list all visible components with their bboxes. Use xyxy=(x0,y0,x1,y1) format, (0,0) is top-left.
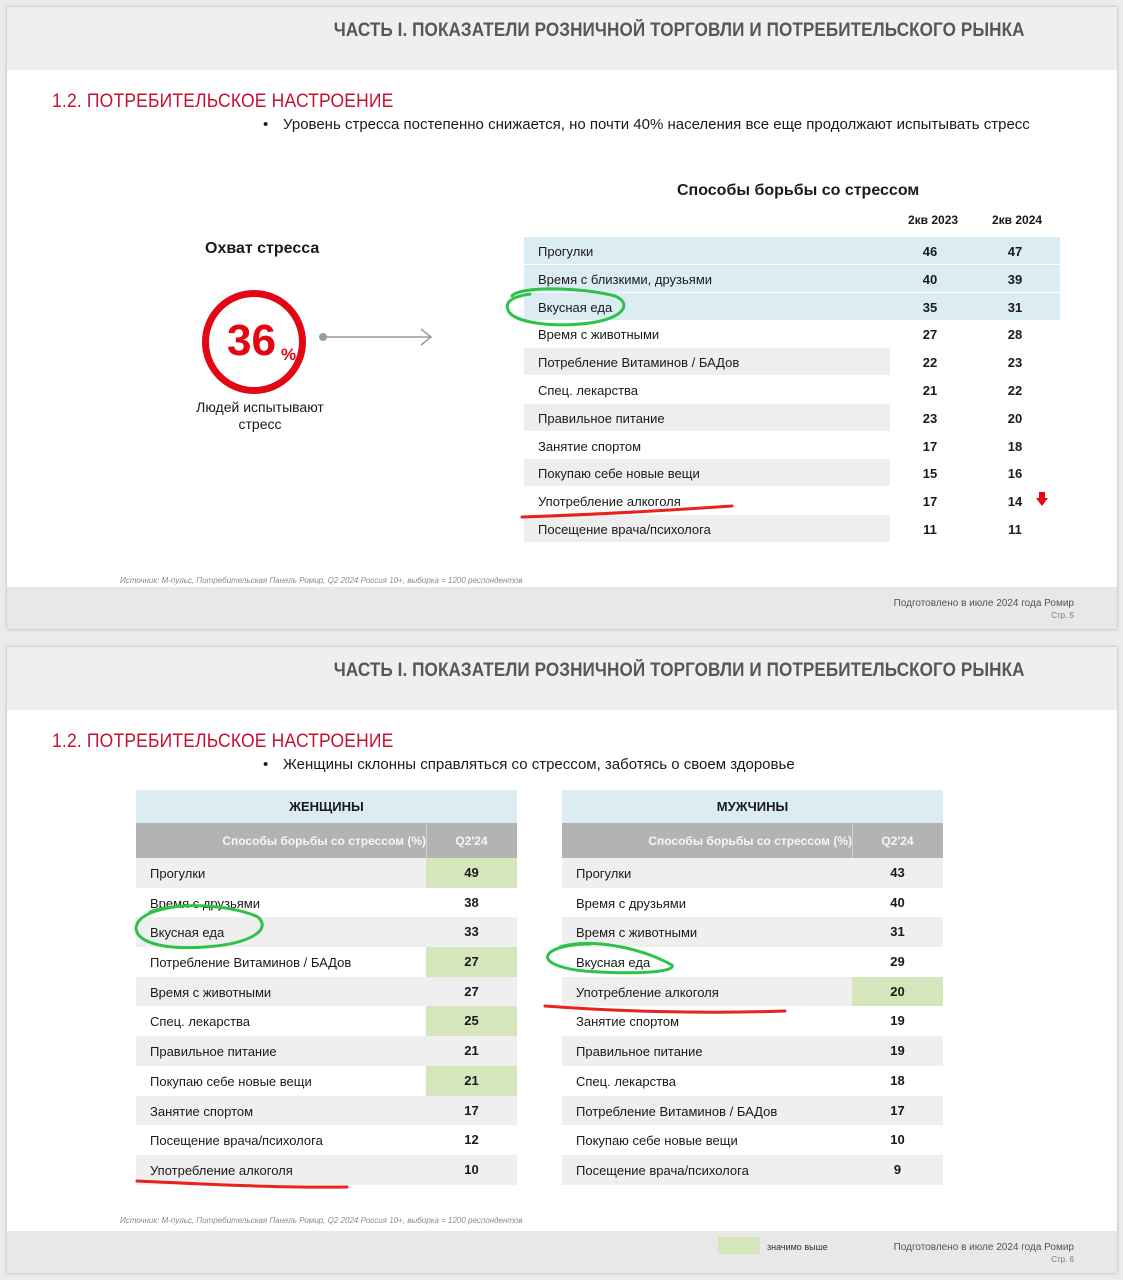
slide-page-5 xyxy=(7,7,1117,629)
table-row xyxy=(562,1006,943,1036)
stress-unit: % xyxy=(281,345,297,364)
value-2024: 20 xyxy=(1007,410,1023,426)
row-label: Употребление алкоголя xyxy=(576,984,719,1000)
table-row xyxy=(524,515,1022,542)
women-table-header xyxy=(136,823,517,858)
row-label: Прогулки xyxy=(538,244,594,259)
col-label: Способы борьбы со стрессом (%) xyxy=(648,834,852,848)
row-label: Вкусная еда xyxy=(538,299,613,315)
row-label: Употребление алкоголя xyxy=(538,494,681,510)
section-title: 1.2. ПОТРЕБИТЕЛЬСКОЕ НАСТРОЕНИЕ xyxy=(52,731,394,752)
value-2023: 21 xyxy=(922,383,938,398)
row-label: Время с друзьями xyxy=(576,895,686,911)
source-note: Источник: М-пульс, Потребительская Панель Ромир, Q2 2024 Россия 10+, выборка = 1200 респондентов xyxy=(120,576,523,585)
arrow-right-icon xyxy=(317,327,437,347)
table-row xyxy=(524,459,1023,486)
row-value: 12 xyxy=(464,1132,479,1148)
row-value: 18 xyxy=(890,1072,905,1088)
row-label: Правильное питание xyxy=(538,410,665,426)
table-row xyxy=(524,293,1060,320)
row-value: 21 xyxy=(464,1043,479,1059)
row-label: Вкусная еда xyxy=(150,925,225,941)
table-row xyxy=(524,237,1060,264)
row-label: Покупаю себе новые вещи xyxy=(150,1073,312,1089)
col-value: Q2'24 xyxy=(455,834,488,848)
legend-swatch xyxy=(718,1237,760,1254)
row-label: Правильное питание xyxy=(150,1044,277,1060)
row-label: Покупаю себе новые вещи xyxy=(576,1133,738,1149)
table-row xyxy=(562,977,943,1007)
value-2023: 35 xyxy=(922,299,938,315)
highlighted-value: 21 xyxy=(426,1066,517,1096)
value-2024: 39 xyxy=(1007,271,1023,287)
footer-credit: Подготовлено в июле 2024 года Ромир xyxy=(893,598,1074,609)
value-2023: 40 xyxy=(922,271,938,287)
row-value: 17 xyxy=(890,1102,905,1118)
table-row xyxy=(136,1125,517,1155)
slide-footer xyxy=(7,587,1117,629)
row-label: Потребление Витаминов / БАДов xyxy=(576,1103,778,1119)
table-row xyxy=(562,1155,943,1185)
row-value: 27 xyxy=(464,983,479,999)
row-value: 9 xyxy=(893,1161,902,1177)
table-row xyxy=(562,1125,943,1155)
slide-header xyxy=(7,7,1117,70)
bullet-text-content: Уровень стресса постепенно снижается, но почти 40% населения все еще продолжают испытывать стресс xyxy=(283,116,1030,133)
highlighted-value: 25 xyxy=(426,1006,517,1036)
value-2024: 22 xyxy=(1007,383,1023,398)
table-row xyxy=(136,1006,517,1036)
table-row xyxy=(562,1096,943,1126)
men-table-title: МУЖЧИНЫ xyxy=(562,790,943,823)
table-row xyxy=(136,947,517,977)
table-row xyxy=(136,1066,517,1096)
slide-page-6 xyxy=(7,647,1117,1273)
row-label: Занятие спортом xyxy=(150,1103,254,1119)
page-number: Стр. 5 xyxy=(1051,611,1074,620)
row-label: Спец. лекарства xyxy=(538,383,639,398)
col-2023-header: 2кв 2023 xyxy=(907,213,959,227)
table-row xyxy=(562,1066,943,1096)
row-value: 19 xyxy=(890,1013,905,1029)
value-2024: 47 xyxy=(1007,244,1023,259)
bullet-text-content: Женщины склонны справляться со стрессом, заботясь о своем здоровье xyxy=(283,756,795,773)
value-2023: 11 xyxy=(923,522,937,537)
row-label: Посещение врача/психолога xyxy=(576,1162,749,1178)
row-value: 33 xyxy=(464,924,479,940)
row-label: Время с животными xyxy=(150,984,272,1000)
page-number: Стр. 6 xyxy=(1051,1255,1074,1264)
row-label: Время с животными xyxy=(576,925,698,941)
row-value: 43 xyxy=(890,865,905,880)
legend-label: значимо выше xyxy=(767,1242,828,1252)
footer-text xyxy=(894,598,1074,622)
bullet-text: • Уровень стресса постепенно снижается, но почти 40% населения все еще продолжают испытывать стресс xyxy=(263,116,1030,133)
table-row xyxy=(524,265,1060,292)
down-arrow-icon xyxy=(1036,492,1048,506)
table-row xyxy=(524,404,1023,431)
slide-header xyxy=(7,647,1117,710)
row-label: Покупаю себе новые вещи xyxy=(538,466,700,482)
table-row xyxy=(524,348,1023,375)
table-row xyxy=(136,888,517,918)
value-2023: 46 xyxy=(922,244,938,259)
table-row xyxy=(136,1096,517,1126)
value-2023: 22 xyxy=(922,355,938,371)
value-2023: 17 xyxy=(922,494,938,510)
caption-line-1: Людей испытывают xyxy=(196,399,324,415)
value-2024: 23 xyxy=(1007,355,1023,371)
coverage-title: Охват стресса xyxy=(205,240,320,257)
row-label: Занятие спортом xyxy=(538,438,642,454)
highlighted-value: 20 xyxy=(852,977,943,1007)
slide-footer xyxy=(7,1231,1117,1273)
value-2024: 18 xyxy=(1007,438,1023,454)
row-value: 10 xyxy=(890,1132,905,1148)
women-table-title: ЖЕНЩИНЫ xyxy=(136,790,517,823)
table-title: Способы борьбы со стрессом xyxy=(677,182,920,199)
header-title: ЧАСТЬ I. ПОКАЗАТЕЛИ РОЗНИЧНОЙ ТОРГОВЛИ И ПОТРЕБИТЕЛЬСКОГО РЫНКА xyxy=(334,660,1025,681)
source-note: Источник: М-пульс, Потребительская Панель Ромир, Q2 2024 Россия 10+, выборка = 1200 респондентов xyxy=(120,1216,523,1225)
row-value: 10 xyxy=(464,1161,479,1177)
value-2024: 11 xyxy=(1008,522,1022,537)
table-row xyxy=(136,1036,517,1066)
value-2023: 23 xyxy=(922,410,938,426)
row-label: Посещение врача/психолога xyxy=(538,522,711,537)
row-label: Спец. лекарства xyxy=(576,1073,677,1089)
row-value: 40 xyxy=(890,894,905,910)
row-label: Время с друзьями xyxy=(150,895,260,911)
row-label: Прогулки xyxy=(150,866,206,881)
row-label: Вкусная еда xyxy=(576,955,651,971)
row-value: 29 xyxy=(890,954,905,970)
section-title: 1.2. ПОТРЕБИТЕЛЬСКОЕ НАСТРОЕНИЕ xyxy=(52,91,394,112)
row-label: Время с животными xyxy=(538,327,660,343)
stress-value: 36 xyxy=(227,316,276,365)
coverage-caption xyxy=(185,399,335,433)
row-label: Посещение врача/психолога xyxy=(150,1133,323,1149)
row-value: 31 xyxy=(890,924,905,940)
value-2024: 31 xyxy=(1007,299,1023,315)
table-row xyxy=(562,1036,943,1066)
table-row xyxy=(562,858,943,888)
table-row xyxy=(136,917,517,947)
footer-credit: Подготовлено в июле 2024 года Ромир xyxy=(893,1242,1074,1253)
row-value: 19 xyxy=(890,1043,905,1059)
col-label: Способы борьбы со стрессом (%) xyxy=(222,834,426,848)
value-2024: 28 xyxy=(1007,327,1023,343)
women-table xyxy=(136,790,517,1185)
table-row xyxy=(524,432,1023,459)
table-row xyxy=(562,917,943,947)
men-table-header xyxy=(562,823,943,858)
col-2024-header: 2кв 2024 xyxy=(991,213,1043,227)
value-2024: 16 xyxy=(1007,466,1023,482)
caption-line-2: стресс xyxy=(238,416,282,432)
table-row xyxy=(136,1155,517,1185)
table-row xyxy=(562,888,943,918)
row-label: Прогулки xyxy=(576,866,632,881)
value-2023: 15 xyxy=(922,466,938,482)
stress-circle xyxy=(202,290,306,394)
table-row xyxy=(524,487,1023,514)
highlighted-value: 49 xyxy=(426,858,517,888)
footer-text xyxy=(894,1242,1074,1266)
row-value: 38 xyxy=(464,894,479,910)
row-value: 17 xyxy=(464,1102,479,1118)
table-row xyxy=(136,977,517,1007)
row-label: Спец. лекарства xyxy=(150,1014,251,1030)
value-2023: 17 xyxy=(922,438,938,454)
col-value: Q2'24 xyxy=(881,834,914,848)
men-table xyxy=(562,790,943,1185)
row-label: Употребление алкоголя xyxy=(150,1162,293,1178)
value-2023: 27 xyxy=(922,327,938,343)
row-label: Время с близкими, друзьями xyxy=(538,271,713,287)
value-2024: 14 xyxy=(1007,494,1023,510)
row-label: Занятие спортом xyxy=(576,1014,680,1030)
table-row xyxy=(562,947,943,977)
row-label: Потребление Витаминов / БАДов xyxy=(150,955,352,971)
table-row xyxy=(524,320,1023,347)
bullet-text: • Женщины склонны справляться со стрессом, заботясь о своем здоровье xyxy=(263,756,795,773)
row-label: Правильное питание xyxy=(576,1044,703,1060)
highlighted-value: 27 xyxy=(426,947,517,977)
table-row xyxy=(524,376,1023,403)
row-label: Потребление Витаминов / БАДов xyxy=(538,355,740,371)
header-title: ЧАСТЬ I. ПОКАЗАТЕЛИ РОЗНИЧНОЙ ТОРГОВЛИ И ПОТРЕБИТЕЛЬСКОГО РЫНКА xyxy=(334,20,1025,41)
table-row xyxy=(136,858,517,888)
